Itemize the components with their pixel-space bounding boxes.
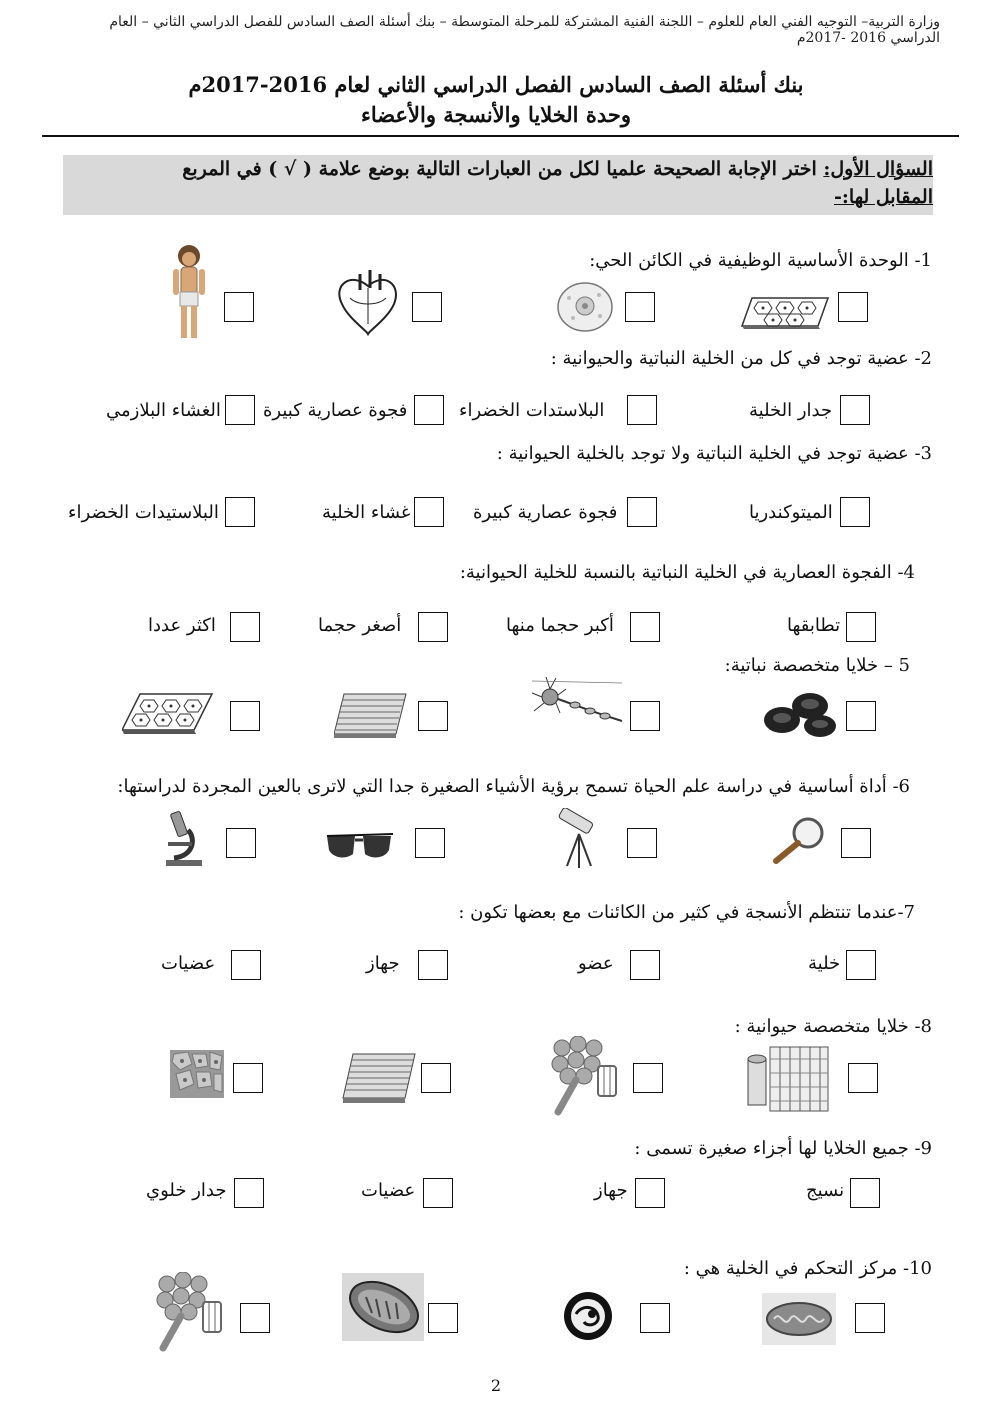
q2-checkbox-4[interactable] xyxy=(225,395,255,425)
q5-checkbox-4[interactable] xyxy=(230,701,260,731)
question-3: 3- عضية توجد في الخلية النباتية ولا توجد بالخلية الحيوانية : xyxy=(496,443,932,464)
q5-checkbox-2[interactable] xyxy=(630,701,660,731)
question-4: 4- الفجوة العصارية في الخلية النباتية بالنسبة للخلية الحيوانية: xyxy=(459,562,915,583)
q10-checkbox-4[interactable] xyxy=(240,1303,270,1333)
q9-option-4: جدار خلوي xyxy=(146,1180,227,1201)
section-label: السؤال الأول: xyxy=(823,158,933,180)
question-2: 2- عضية توجد في كل من الخلية النباتية والحيوانية : xyxy=(550,348,932,369)
q1-checkbox-3[interactable] xyxy=(412,292,442,322)
q10-checkbox-2[interactable] xyxy=(640,1303,670,1333)
q8-checkbox-4[interactable] xyxy=(233,1063,263,1093)
q2-option-3: فجوة عصارية كبيرة xyxy=(263,400,408,421)
nerve-cell-icon xyxy=(530,675,625,730)
q4-checkbox-3[interactable] xyxy=(418,612,448,642)
q2-option-4: الغشاء البلازمي xyxy=(106,400,221,421)
alveoli-icon xyxy=(155,1272,227,1352)
q8-checkbox-2[interactable] xyxy=(633,1063,663,1093)
q3-option-4: البلاستيدات الخضراء xyxy=(68,502,219,523)
q7-option-2: عضو xyxy=(578,953,614,974)
cell-tissue-sheet-icon xyxy=(122,690,214,738)
instruction xyxy=(105,155,933,211)
question-1: 1- الوحدة الأساسية الوظيفية في الكائن الحي: xyxy=(589,250,932,271)
question-10: 10- مركز التحكم في الخلية هي : xyxy=(683,1258,932,1279)
red-blood-cells-icon xyxy=(760,688,840,738)
q5-checkbox-3[interactable] xyxy=(418,701,448,731)
q3-checkbox-3[interactable] xyxy=(414,497,444,527)
q10-checkbox-1[interactable] xyxy=(855,1303,885,1333)
unit-title: وحدة الخلايا والأنسجة والأعضاء xyxy=(361,102,631,127)
q4-checkbox-1[interactable] xyxy=(846,612,876,642)
q8-checkbox-1[interactable] xyxy=(848,1063,878,1093)
q7-checkbox-1[interactable] xyxy=(846,950,876,980)
question-5: 5 – خلايا متخصصة نباتية: xyxy=(724,655,910,676)
q9-checkbox-4[interactable] xyxy=(234,1178,264,1208)
q2-checkbox-3[interactable] xyxy=(414,395,444,425)
q6-checkbox-2[interactable] xyxy=(627,828,657,858)
q6-checkbox-1[interactable] xyxy=(841,828,871,858)
microscope-icon xyxy=(160,808,208,868)
q4-checkbox-2[interactable] xyxy=(630,612,660,642)
q4-option-1: تطابقها xyxy=(787,615,841,636)
question-8: 8- خلايا متخصصة حيوانية : xyxy=(734,1016,932,1037)
animal-cell-icon xyxy=(555,280,615,335)
q7-option-1: خلية xyxy=(808,953,841,974)
header-divider xyxy=(42,135,959,137)
q4-option-4: اكثر عددا xyxy=(148,615,216,636)
q3-checkbox-4[interactable] xyxy=(225,497,255,527)
q9-option-2: جهاز xyxy=(594,1180,628,1201)
question-6: 6- أداة أساسية في دراسة علم الحياة تسمح برؤية الأشياء الصغيرة جدا التي لاترى بالعين المجردة لدراستها: xyxy=(117,776,910,797)
page-title: بنك أسئلة الصف السادس الفصل الدراسي الثاني لعام 2016-2017م xyxy=(188,72,804,97)
q1-checkbox-2[interactable] xyxy=(625,292,655,322)
ministry-header: وزارة التربية– التوجيه الفني العام للعلوم – اللجنة الفنية المشتركة للمرحلة المتوسطة – بنك أسئلة الصف السادس للفصل الدراسي الثاني – العام الدراسي 2016 -2017م xyxy=(109,14,940,46)
q1-checkbox-4[interactable] xyxy=(224,292,254,322)
q6-checkbox-4[interactable] xyxy=(226,828,256,858)
alveoli-icon xyxy=(550,1036,622,1116)
mitochondrion-icon xyxy=(762,1293,836,1345)
q9-checkbox-2[interactable] xyxy=(635,1178,665,1208)
q4-option-2: أكبر حجما منها xyxy=(506,615,614,636)
question-7: 7-عندما تنتظم الأنسجة في كثير من الكائنات مع بعضها تكون : xyxy=(458,902,915,923)
question-9: 9- جميع الخلايا لها أجزاء صغيرة تسمى : xyxy=(634,1138,932,1159)
q7-option-3: جهاز xyxy=(366,953,400,974)
q9-checkbox-1[interactable] xyxy=(850,1178,880,1208)
q2-option-1: جدار الخلية xyxy=(749,400,833,421)
q4-option-3: أصغر حجما xyxy=(318,615,402,636)
q2-option-2: البلاستدات الخضراء xyxy=(459,400,605,421)
q8-checkbox-3[interactable] xyxy=(421,1063,451,1093)
plant-vessel-tissue-icon xyxy=(746,1043,831,1113)
q2-checkbox-2[interactable] xyxy=(627,395,657,425)
instruction-continuation: المقابل لها:- xyxy=(834,186,933,208)
epithelial-tissue-icon xyxy=(170,1050,224,1098)
q3-option-2: فجوة عصارية كبيرة xyxy=(473,502,618,523)
muscle-tissue-icon xyxy=(341,1050,416,1106)
q9-checkbox-3[interactable] xyxy=(423,1178,453,1208)
instruction-text: اختر الإجابة الصحيحة علميا لكل من العبارات التالية بوضع علامة ( √ ) في المربع xyxy=(182,158,817,180)
q3-option-1: الميتوكندريا xyxy=(749,502,833,523)
page-number: 2 xyxy=(490,1376,502,1395)
telescope-icon xyxy=(555,808,605,870)
q7-checkbox-4[interactable] xyxy=(231,950,261,980)
q3-checkbox-2[interactable] xyxy=(627,497,657,527)
q7-checkbox-2[interactable] xyxy=(630,950,660,980)
q7-checkbox-3[interactable] xyxy=(418,950,448,980)
muscle-tissue-icon xyxy=(334,688,409,740)
q3-option-3: غشاء الخلية xyxy=(322,502,411,523)
q7-option-4: عضيات xyxy=(161,953,216,974)
q2-checkbox-1[interactable] xyxy=(840,395,870,425)
sunglasses-icon xyxy=(325,828,395,862)
q9-option-1: نسيج xyxy=(806,1180,845,1201)
magnifying-glass-icon xyxy=(770,815,828,865)
q4-checkbox-4[interactable] xyxy=(230,612,260,642)
q1-checkbox-1[interactable] xyxy=(838,292,868,322)
mitochondrion-3d-icon xyxy=(342,1273,424,1341)
q10-checkbox-3[interactable] xyxy=(428,1303,458,1333)
q3-checkbox-1[interactable] xyxy=(840,497,870,527)
q6-checkbox-3[interactable] xyxy=(415,828,445,858)
q5-checkbox-1[interactable] xyxy=(846,701,876,731)
heart-icon xyxy=(330,268,405,338)
human-body-icon xyxy=(167,242,212,342)
cell-tissue-sheet-icon xyxy=(740,294,830,330)
nucleus-icon xyxy=(562,1290,614,1342)
q9-option-3: عضيات xyxy=(361,1180,416,1201)
